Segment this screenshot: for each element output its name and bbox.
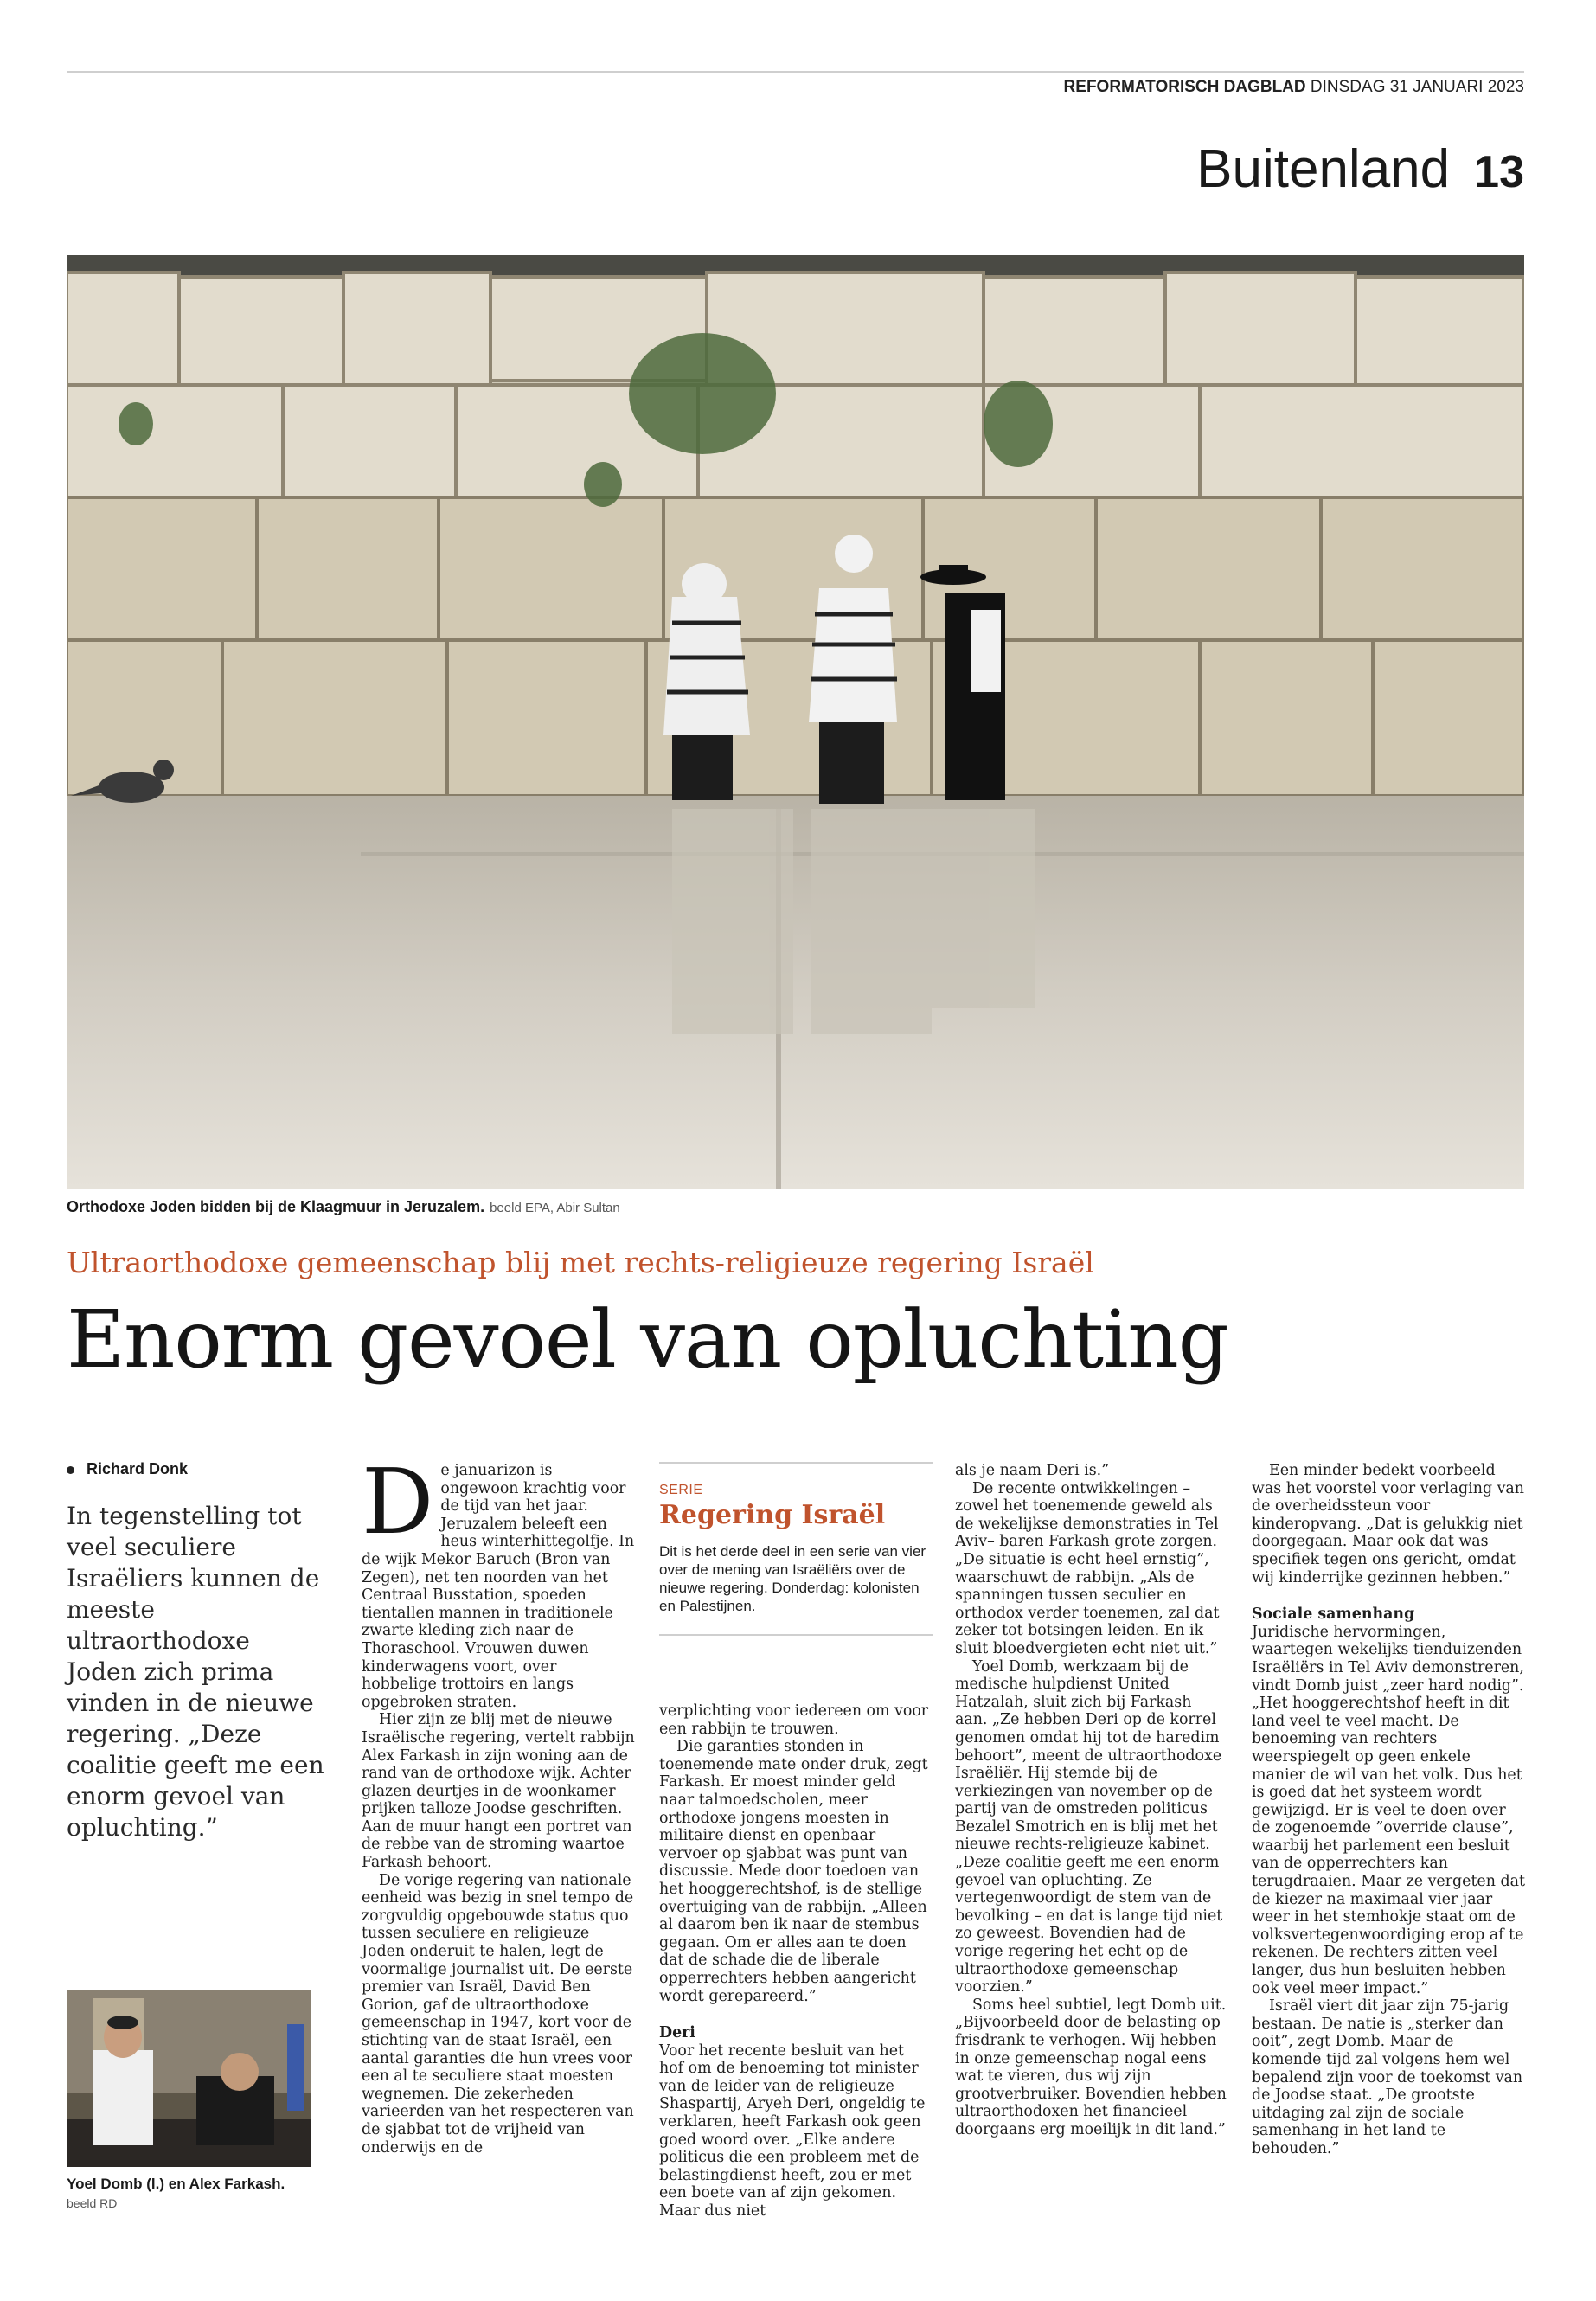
- article-headline: Enorm gevoel van opluchting: [67, 1293, 1228, 1386]
- paragraph: als je naam Deri is.”: [955, 1462, 1110, 1479]
- article-kicker: Ultraorthodoxe gemeenschap blij met rechts-religieuze regering Israël: [67, 1246, 1094, 1279]
- main-photo-caption: [67, 1198, 620, 1216]
- page-number: 13: [1474, 147, 1524, 197]
- article-intro: In tegenstelling tot veel seculiere Israëliers kunnen de meeste ultraorthodoxe Joden zich prima vinden in de nieuwe regering. „Deze coalitie geeft me een enorm gevoel van opluchting.”: [67, 1502, 324, 1842]
- article-column-3: [955, 1462, 1228, 2139]
- section-header: [1196, 138, 1524, 200]
- drop-cap: D: [362, 1449, 434, 1554]
- series-label: SERIE: [659, 1483, 703, 1497]
- byline: [67, 1460, 188, 1478]
- paper-name: REFORMATORISCH DAGBLAD: [1063, 78, 1306, 96]
- article-column-1: [362, 1449, 635, 2157]
- paragraph: [362, 1449, 635, 1711]
- wailing-wall-image: [67, 255, 1524, 1189]
- caption-credit: beeld EPA, Abir Sultan: [490, 1201, 620, 1215]
- subheading: Deri: [659, 2024, 695, 2042]
- portrait-caption-credit: beeld RD: [67, 2196, 118, 2210]
- portrait-caption-text: Yoel Domb (l.) en Alex Farkash.: [67, 2176, 285, 2192]
- series-title: Regering Israël: [659, 1500, 886, 1530]
- issue-date: DINSDAG 31 JANUARI 2023: [1310, 78, 1524, 96]
- series-rule: [659, 1634, 933, 1636]
- portrait-photo: [67, 1990, 311, 2167]
- paragraph: Yoel Domb, werkzaam bij de medische hulpdienst United Hatzalah, sluit zich bij Farkash aan. „Ze hebben Deri op de korrel genomen omdat hij tot de haredim behoort”, meent de ultraorthodoxe Israëliër. Hij stemde bij de verkiezingen van november op de partij van de omstreden politicus Bezalel Smotrich en is blij met het nieuwe rechts-religieuze kabinet. „Deze coalitie geeft me een enorm gevoel van opluchting. Ze vertegenwoordigt de stem van de bevolking – en dat is lange tijd niet zo geweest. Bovendien had de vorige regering het echt op de ultraorthodoxe gemeenschap voorzien.”: [955, 1657, 1223, 1997]
- paragraph-text: e januarizon is ongewoon krachtig voor de tijd van het jaar. Jeruzalem beleeft een heus winterhittegolfje. In de wijk Mekor Baruch (Bron van Zegen), net ten noorden van het Centraal Busstation, spoeden tientallen mannen in traditionele zwarte kleding zich naar de Thoraschool. Vrouwen duwen kinderwagens voort, over hobbelige trottoirs en langs opgebroken straten.: [362, 1462, 635, 1711]
- masthead: [1064, 78, 1524, 97]
- section-name: Buitenland: [1196, 139, 1451, 199]
- main-photo: [67, 255, 1524, 1189]
- paragraph: Israël viert dit jaar zijn 75-jarig bestaan. De natie is „sterker dan ooit”, zegt Domb. Maar de komende tijd zal volgens hem wel bepalend zijn voor de toekomst van de Joodse staat. „De grootste uitdaging zal zijn de sociale samenhang in het land te behouden.”: [1252, 1997, 1523, 2157]
- article-column-2: [659, 1702, 933, 2221]
- caption-text: Orthodoxe Joden bidden bij de Klaagmuur in Jeruzalem.: [67, 1198, 485, 1215]
- paragraph: Een minder bedekt voorbeeld was het voorstel voor verlaging van de overheidssteun voor kinderopvang. „Dat is gelukkig niet doorgegaan. Maar ook dat was specifiek tegen ons gericht, omdat wij kinderrijke gezinnen hebben.”: [1252, 1462, 1525, 1586]
- author-name: Richard Donk: [87, 1460, 189, 1477]
- paragraph: Juridische hervormingen, waartegen wekelijks tienduizenden Israëliërs in Tel Aviv demonstreren, vindt Domb juist „zeer hard nodig”. „Het hooggerechtshof heeft in dit land veel te veel macht. De benoeming van rechters weerspiegelt op geen enkele manier de wil van het volk. Dus het is goed dat het systeem wordt gewijzigd. Er is veel te doen over de zogenoemde ”override clause”, waarbij het parlement een besluit van de opperrechters kan terugdraaien. Maar ze vergeten dat de kiezer na maximaal vier jaar weer in het stemhokje staat om de volksvertegenwoordiging erop af te rekenen. De rechters zitten veel langer, dus hun besluiten hebben ook veel meer impact.”: [1252, 1623, 1525, 1997]
- paragraph: Die garanties stonden in toenemende mate onder druk, zegt Farkash. Er moest minder geld naar talmoedscholen, meer orthodoxe jongens moesten in militaire dienst en openbaar vervoer op sjabbat was punt van discussie. Mede door toedoen van het hooggerechtshof, is de stellige overtuiging van de rabbijn. „Alleen al daarom ben ik naar de stembus gegaan. Om er alles aan te doen dat de schade die de liberale opperrechters hebben aangericht wordt gerepareerd.”: [659, 1738, 928, 2005]
- portrait-image: [67, 1990, 311, 2167]
- top-rule: [67, 71, 1524, 73]
- subheading: Sociale samenhang: [1252, 1606, 1415, 1624]
- article-column-4: [1252, 1462, 1525, 2158]
- paragraph: verplichting voor iedereen om voor een rabbijn te trouwen.: [659, 1702, 929, 1738]
- paragraph: De vorige regering van nationale eenheid was bezig in snel tempo de zorgvuldig opgebouwde status quo tussen seculiere en religieuze Joden onderuit te halen, legt de voormalige journalist uit. De eerste premier van Israël, David Ben Gorion, gaf de ultraorthodoxe gemeenschap in 1947, kort voor de stichting van de staat Israël, een aantal garanties die hun vrees voor een al te seculiere staat moesten wegnemen. Die zekerheden varieerden van het respecteren van de sjabbat tot de vrijheid van onderwijs en de: [362, 1871, 634, 2157]
- paragraph: Hier zijn ze blij met de nieuwe Israëlische regering, vertelt rabbijn Alex Farkash in zijn woning aan de rand van de orthodoxe wijk. Achter glazen deurtjes in de woonkamer prijken talloze Joodse geschriften. Aan de muur hangt een portret van de rebbe van de stroming waartoe Farkash behoort.: [362, 1711, 635, 1872]
- portrait-caption: [67, 2175, 311, 2213]
- paragraph: Soms heel subtiel, legt Domb uit. „Bijvoorbeeld door de belasting op frisdrank te verhogen. Wij hebben in onze gemeenschap nogal eens wat te vieren, dus wij zijn grootverbruiker. Bovendien hebben ultraorthodoxen het financieel doorgaans erg moeilijk in dit land.”: [955, 1996, 1227, 2138]
- paragraph: De recente ontwikkelingen – zowel het toenemende geweld als de wekelijkse demonstraties in Tel Aviv– baren Farkash grote zorgen. „De situatie is echt heel ernstig”, waarschuwt de rabbijn. „Als de spanningen tussen seculier en orthodox verder toenemen, zal dat zeker tot botsingen leiden. En ik sluit bloedvergieten echt niet uit.”: [955, 1479, 1220, 1657]
- series-text: Dit is het derde deel in een serie van vier over de mening van Israëliërs over de nieuwe regering. Donderdag: kolonisten en Palestijnen.: [659, 1543, 926, 1614]
- bullet-icon: [67, 1466, 74, 1474]
- paragraph: Voor het recente besluit van het hof om de benoeming tot minister van de leider van de religieuze Shaspartij, Aryeh Deri, ongeldig te verklaren, heeft Farkash ook geen goed woord over. „Elke andere politicus die een probleem met de belastingdienst heeft, zou er met een boete van af zijn gekomen. Maar dus niet: [659, 2041, 926, 2221]
- series-box: [659, 1462, 933, 1636]
